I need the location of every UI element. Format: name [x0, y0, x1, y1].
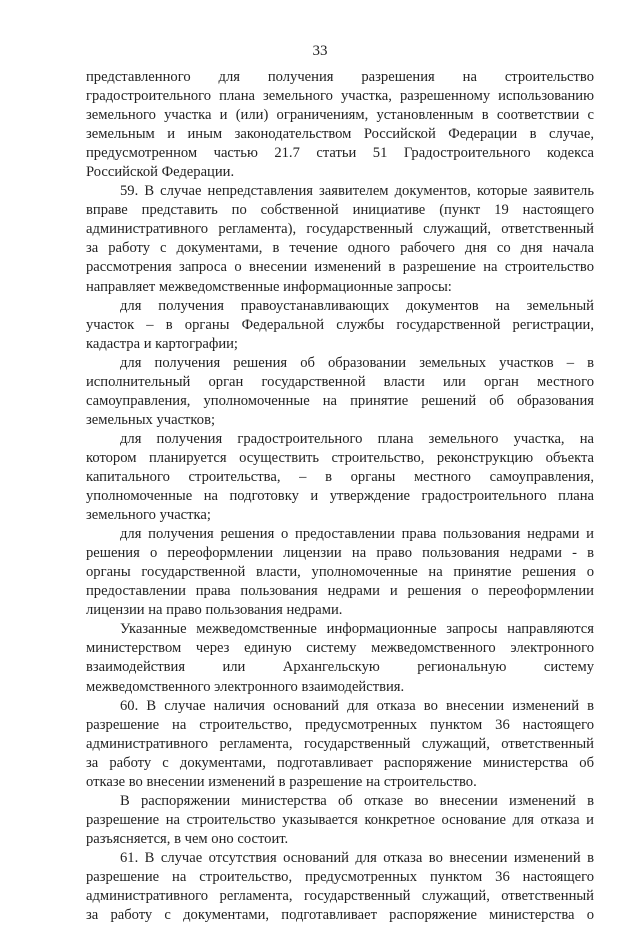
text-line: земельных участков;: [86, 411, 216, 428]
text-line: самоуправления, уполномоченные на принятие решений об образования: [86, 392, 594, 409]
text-line: котором планируется осуществить строительство, реконструкцию объекта: [86, 449, 594, 466]
text-line: участок – в органы Федеральной службы государственной регистрации,: [86, 316, 594, 333]
text-line: земельным и иным законодательством Российской Федерации в случае,: [86, 126, 594, 143]
text-line: В распоряжении министерства об отказе во внесении изменений в: [120, 792, 594, 809]
text-line: за работу с документами, подготавливает распоряжение министерства об: [86, 754, 594, 771]
text-line: направляет межведомственные информационные запросы:: [86, 278, 452, 295]
text-line: представленного для получения разрешения на строительство: [86, 69, 594, 85]
text-line: 61. В случае отсутствия оснований для отказа во внесении изменений в: [120, 849, 594, 866]
text-line: административного регламента, государственный служащий, ответственный: [86, 888, 594, 905]
text-line: для получения решения об образовании земельных участков – в: [120, 354, 594, 371]
text-line: межведомственного электронного взаимодействия.: [86, 678, 405, 695]
text-line: административного регламента, государственный служащий, ответственный: [86, 735, 594, 752]
text-line: министерством через единую систему межведомственного электронного: [86, 640, 594, 657]
text-line: уполномоченные на подготовку и утверждение градостроительного плана: [86, 488, 594, 505]
text-line: отказе во внесении изменений в разрешение на строительство.: [86, 773, 477, 790]
text-line: исполнительный орган государственной власти или орган местного: [86, 373, 594, 390]
text-line: органы государственной власти, уполномоченные на принятие решения о: [86, 564, 594, 581]
text-line: для получения правоустанавливающих документов на земельный: [120, 297, 594, 314]
text-line: капитального строительства, – в органы местного самоуправления,: [86, 468, 594, 485]
text-line: вправе представить по собственной инициативе (пункт 19 настоящего: [86, 202, 594, 219]
text-line: разрешение на строительство указывается конкретное основание для отказа и: [86, 811, 594, 828]
text-line: решения о переоформлении лицензии на право пользования недрами - в: [86, 545, 594, 562]
text-line: предоставлении права пользования недрами и решения о переоформлении: [86, 583, 594, 600]
text-line: разрешение на строительство, предусмотренных пунктом 36 настоящего: [86, 716, 594, 733]
text-line: Российской Федерации.: [86, 164, 235, 181]
text-line: 60. В случае наличия оснований для отказа во внесении изменений в: [120, 697, 594, 714]
text-line: градостроительного плана земельного участка, разрешенному использованию: [86, 88, 594, 105]
text-line: Указанные межведомственные информационные запросы направляются: [120, 621, 594, 638]
text-line: административного регламента), государственный служащий, ответственный: [86, 221, 594, 238]
text-line: за работу с документами, в течение одного рабочего дня со дня начала: [86, 240, 594, 257]
text-line: для получения решения о предоставлении права пользования недрами и: [120, 526, 594, 543]
text-line: кадастра и картографии;: [86, 335, 238, 352]
text-line: земельного участка и (или) ограничениям, установленным в соответствии с: [86, 107, 594, 124]
page-number: 33: [312, 43, 328, 59]
document-body: [86, 68, 594, 925]
text-line: предусмотренном частью 21.7 статьи 51 Градостроительного кодекса: [86, 145, 594, 162]
text-line: разрешение на строительство, предусмотренных пунктом 36 настоящего: [86, 868, 594, 885]
text-line: для получения градостроительного плана земельного участка, на: [120, 430, 594, 447]
text-line: за работу с документами, подготавливает распоряжение министерства о: [86, 907, 594, 924]
text-line: лицензии на право пользования недрами.: [86, 602, 343, 619]
text-line: рассмотрения запроса о внесении изменений в разрешение на строительство: [86, 259, 594, 276]
text-line: 59. В случае непредставления заявителем документов, которые заявитель: [120, 183, 594, 200]
text-line: разъясняется, в чем оно состоит.: [86, 830, 289, 847]
text-line: земельного участка;: [86, 507, 211, 524]
text-line: взаимодействия или Архангельскую региональную систему: [86, 659, 594, 676]
